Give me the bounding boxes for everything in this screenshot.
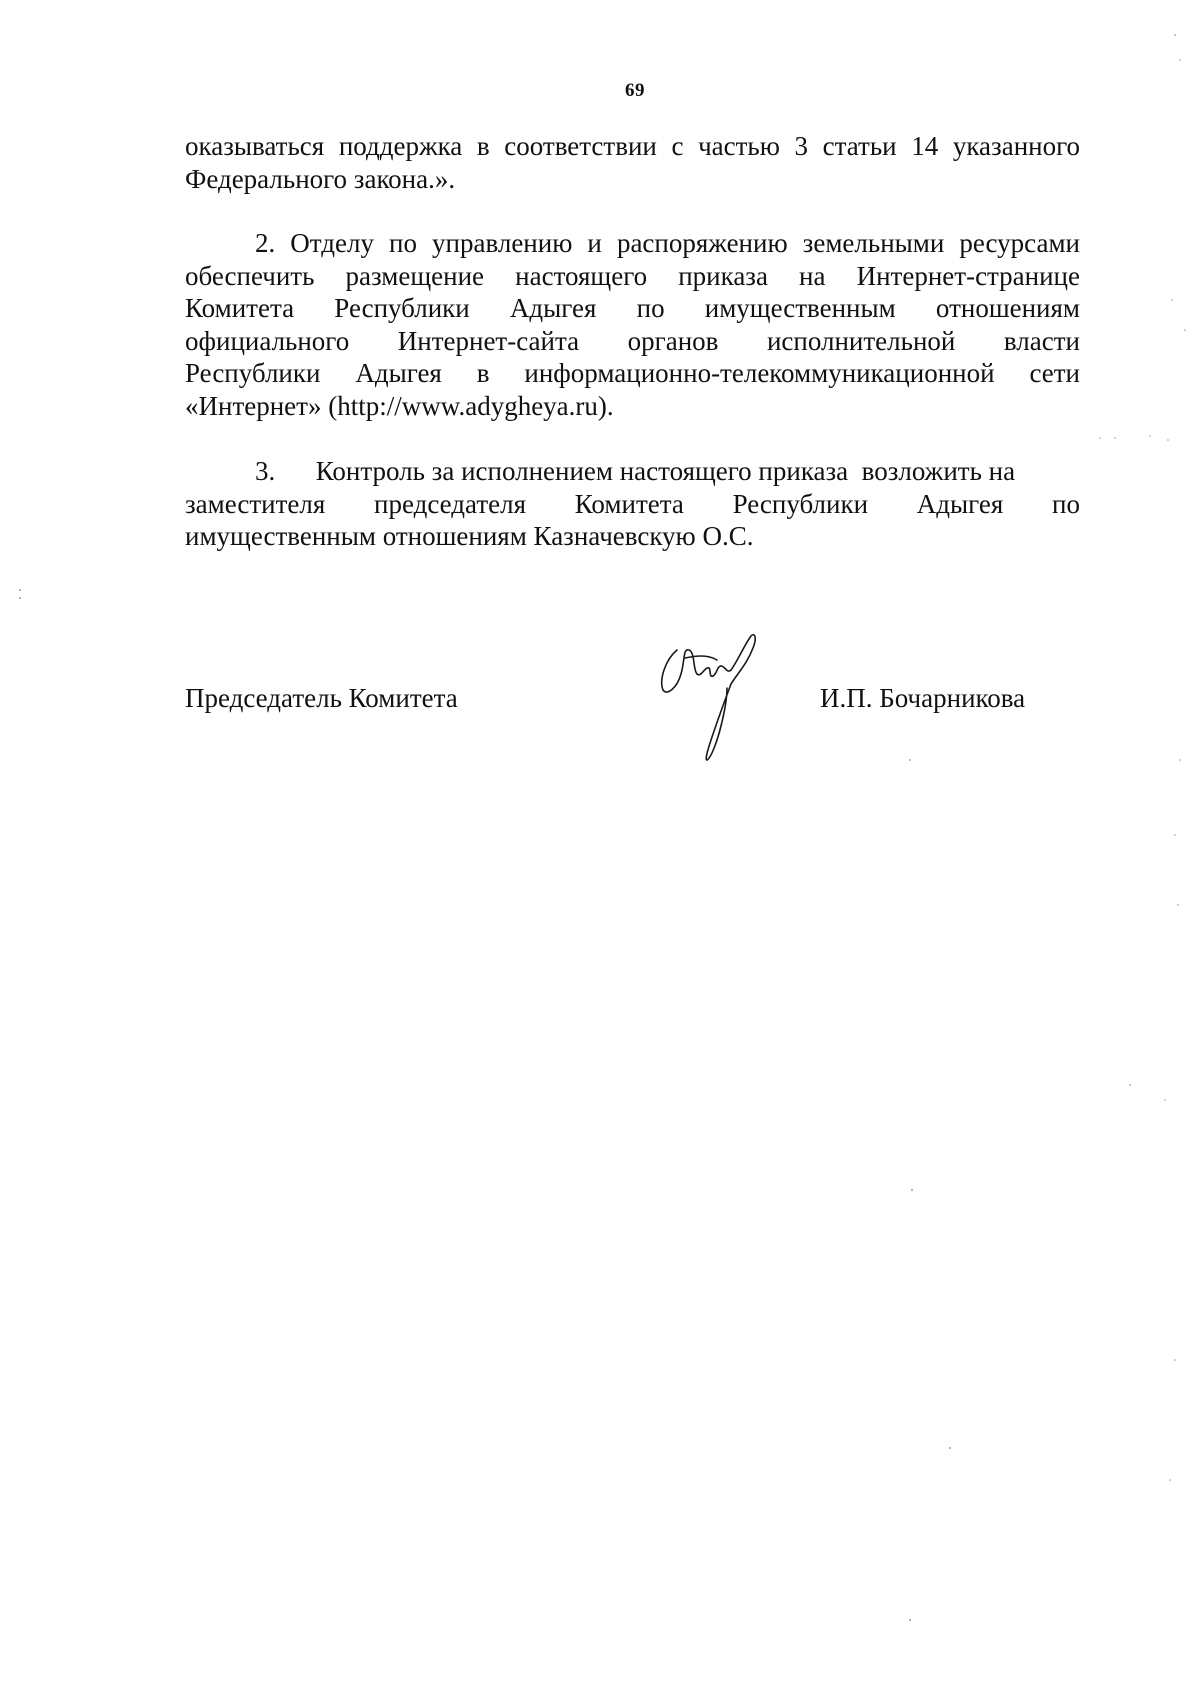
handwritten-signature — [655, 630, 775, 770]
paragraph-line: оказываться поддержка в соответствии с частью 3 статьи 14 указанного — [185, 131, 1080, 161]
signatory-name: И.П. Бочарникова — [820, 683, 1026, 713]
paragraph-line: официального Интернет-сайта органов исполнительной власти — [185, 325, 1080, 356]
paragraph-2 — [185, 227, 1080, 422]
signatory-title: Председатель Комитета — [185, 683, 458, 713]
paragraph-1 — [185, 130, 1080, 195]
paragraph-line: имущественным отношениям Казначевскую О.С. — [185, 521, 754, 551]
paragraph-line: Комитета Республики Адыгея по имущественным отношениям — [185, 293, 1080, 323]
paragraph-line: заместителя председателя Комитета Республики Адыгея по — [185, 488, 1080, 519]
paragraph-line: Федерального закона.». — [185, 163, 456, 194]
paragraph-line: «Интернет» (http://www.adygheya.ru). — [185, 390, 614, 421]
paragraph-line: обеспечить размещение настоящего приказа на Интернет-странице — [185, 260, 1080, 291]
paragraph-line: 2. Отделу по управлению и распоряжению земельными ресурсами — [255, 228, 1080, 258]
page-number: 69 — [625, 80, 645, 101]
paragraph-line: Республики Адыгея в информационно-телекоммуникационной сети — [185, 358, 1080, 388]
paragraph-line: 3. Контроль за исполнением настоящего приказа возложить на — [255, 456, 1016, 486]
paragraph-3 — [185, 455, 1080, 553]
signature-block — [185, 682, 1080, 722]
